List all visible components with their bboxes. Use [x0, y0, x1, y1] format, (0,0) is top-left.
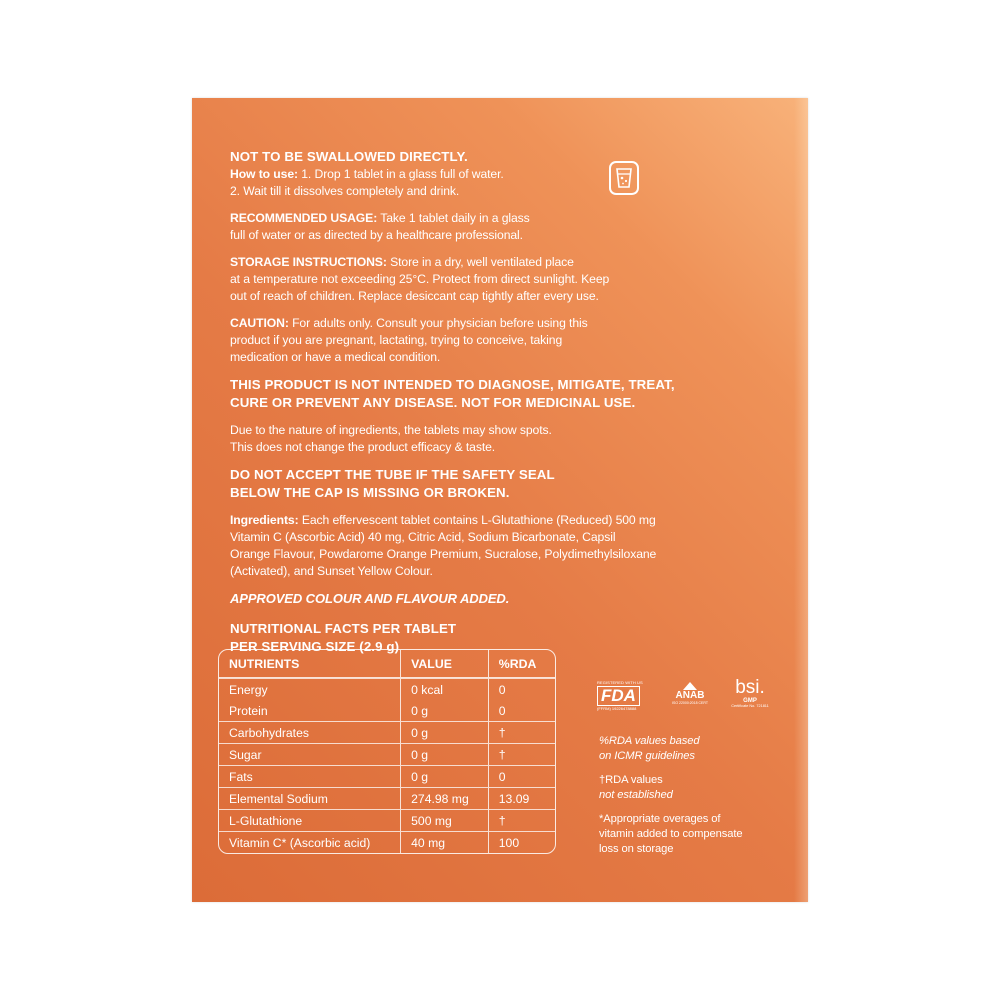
- ingredients-label: Ingredients:: [230, 513, 299, 527]
- nutrient-name: Energy: [219, 678, 400, 700]
- table-row: [219, 765, 555, 787]
- recommended-usage-text: Take 1 tablet daily in a glass: [377, 211, 530, 225]
- caution-text-2: product if you are pregnant, lactating, trying to conceive, taking: [230, 333, 563, 347]
- table-row: [219, 678, 555, 700]
- nutrient-name: Sugar: [219, 743, 400, 765]
- bsi-sub-text: Certificate No. 721811: [731, 704, 769, 708]
- fda-sub-text: (FFRM) 19226478888: [597, 706, 637, 711]
- how-to-use-step-1: 1. Drop 1 tablet in a glass full of water.: [297, 167, 504, 181]
- anab-logo: [667, 682, 713, 705]
- fda-logo: [597, 680, 657, 711]
- safety-seal-line-2: BELOW THE CAP IS MISSING OR BROKEN.: [230, 485, 510, 500]
- fda-top-text: REGISTERED WITH US: [597, 680, 643, 685]
- storage-label: STORAGE INSTRUCTIONS:: [230, 255, 387, 269]
- table-footnotes: [599, 734, 779, 866]
- nutrient-rda: †: [488, 721, 555, 743]
- caution-text: For adults only. Consult your physician before using this: [288, 316, 588, 330]
- header-value: VALUE: [400, 650, 488, 678]
- recommended-usage-label: RECOMMENDED USAGE:: [230, 211, 378, 225]
- storage-block: [230, 254, 770, 305]
- dagger-note-2: not established: [599, 789, 673, 801]
- nutrient-value: 274.98 mg: [400, 787, 488, 809]
- disclaimer-line-2: CURE OR PREVENT ANY DISEASE. NOT FOR MEDICINAL USE.: [230, 395, 636, 410]
- rda-note-2: on ICMR guidelines: [599, 750, 695, 762]
- recommended-usage-block: [230, 210, 770, 244]
- nutrient-value: 0 kcal: [400, 678, 488, 700]
- nutrition-table-header: [219, 650, 555, 678]
- glass-of-water-icon: [609, 161, 639, 195]
- caution-text-3: medication or have a medical condition.: [230, 350, 441, 364]
- nutrient-value: 0 g: [400, 721, 488, 743]
- product-box-back: [192, 98, 808, 902]
- ingredients-text-4: (Activated), and Sunset Yellow Colour.: [230, 564, 433, 578]
- nutrition-title-2: PER SERVING SIZE (2.9 g): [230, 639, 400, 654]
- storage-text: Store in a dry, well ventilated place: [386, 255, 574, 269]
- header-rda: %RDA: [488, 650, 555, 678]
- nutrient-value: 0 g: [400, 743, 488, 765]
- anab-triangle-icon: [683, 682, 697, 690]
- nutrient-name: Vitamin C* (Ascorbic acid): [219, 831, 400, 853]
- nutrient-name: Elemental Sodium: [219, 787, 400, 809]
- disclaimer-line-1: THIS PRODUCT IS NOT INTENDED TO DIAGNOSE, MITIGATE, TREAT,: [230, 377, 675, 392]
- nutrient-rda: 0: [488, 765, 555, 787]
- nutrient-name: L-Glutathione: [219, 809, 400, 831]
- storage-text-3: out of reach of children. Replace desiccant cap tightly after every use.: [230, 289, 599, 303]
- anab-mark: ANAB: [675, 690, 705, 701]
- certification-logos: [597, 677, 777, 720]
- anab-sub-text: ISO 22000:2018 CERT: [672, 701, 708, 705]
- safety-seal-line-1: DO NOT ACCEPT THE TUBE IF THE SAFETY SEAL: [230, 467, 555, 482]
- fda-mark: FDA: [597, 686, 640, 706]
- storage-text-2: at a temperature not exceeding 25°C. Protect from direct sunlight. Keep: [230, 272, 610, 286]
- nutrient-value: 500 mg: [400, 809, 488, 831]
- nutrient-rda: 100: [488, 831, 555, 853]
- table-row: [219, 831, 555, 853]
- safety-seal-block: [230, 466, 770, 502]
- spots-note-2: This does not change the product efficacy & taste.: [230, 440, 496, 454]
- approved-colour-note: APPROVED COLOUR AND FLAVOUR ADDED.: [230, 591, 510, 606]
- spots-note-block: [230, 422, 770, 456]
- bsi-gmp: GMP: [743, 698, 757, 704]
- overage-note-3: loss on storage: [599, 843, 674, 855]
- rda-note-1: %RDA values based: [599, 735, 700, 747]
- ingredients-text-2: Vitamin C (Ascorbic Acid) 40 mg, Citric Acid, Sodium Bicarbonate, Capsil: [230, 530, 616, 544]
- nutrient-rda: †: [488, 809, 555, 831]
- nutrient-value: 40 mg: [400, 831, 488, 853]
- nutrient-rda: †: [488, 743, 555, 765]
- disclaimer-block: [230, 376, 770, 412]
- how-to-use-step-2: 2. Wait till it dissolves completely and drink.: [230, 184, 460, 198]
- ingredients-text: Each effervescent tablet contains L-Glutathione (Reduced) 500 mg: [298, 513, 656, 527]
- caution-label: CAUTION:: [230, 316, 289, 330]
- nutrient-value: 0 g: [400, 765, 488, 787]
- table-row: [219, 743, 555, 765]
- approved-block: [230, 590, 770, 607]
- overage-note-2: vitamin added to compensate: [599, 828, 743, 840]
- caution-block: [230, 315, 770, 366]
- how-to-use-label: How to use:: [230, 167, 298, 181]
- bsi-mark: bsi.: [735, 677, 765, 698]
- label-text: [230, 148, 770, 656]
- table-row: [219, 700, 555, 721]
- table-row: [219, 809, 555, 831]
- dagger-note-1: †RDA values: [599, 774, 663, 786]
- recommended-usage-text-2: full of water or as directed by a healthcare professional.: [230, 228, 523, 242]
- ingredients-block: [230, 512, 770, 580]
- nutrient-rda: 0: [488, 700, 555, 721]
- spots-note-1: Due to the nature of ingredients, the tablets may show spots.: [230, 423, 552, 437]
- nutrient-name: Protein: [229, 703, 268, 718]
- nutrient-rda: 0: [488, 678, 555, 700]
- nutrient-rda: 13.09: [488, 787, 555, 809]
- header-nutrients: NUTRIENTS: [219, 650, 400, 678]
- swallow-warning: NOT TO BE SWALLOWED DIRECTLY.: [230, 149, 468, 164]
- how-to-use-block: [230, 148, 770, 200]
- ingredients-text-3: Orange Flavour, Powdarome Orange Premium, Sucralose, Polydimethylsiloxane: [230, 547, 657, 561]
- nutrition-table: [218, 649, 556, 854]
- nutrient-name: Carbohydrates: [219, 721, 400, 743]
- nutrient-value: 0 g: [400, 700, 488, 721]
- overage-note-1: *Appropriate overages of: [599, 813, 721, 825]
- table-row: [219, 721, 555, 743]
- nutrient-name: Fats: [219, 765, 400, 787]
- nutrition-title-1: NUTRITIONAL FACTS PER TABLET: [230, 621, 457, 636]
- bsi-logo: [725, 678, 775, 708]
- table-row: [219, 787, 555, 809]
